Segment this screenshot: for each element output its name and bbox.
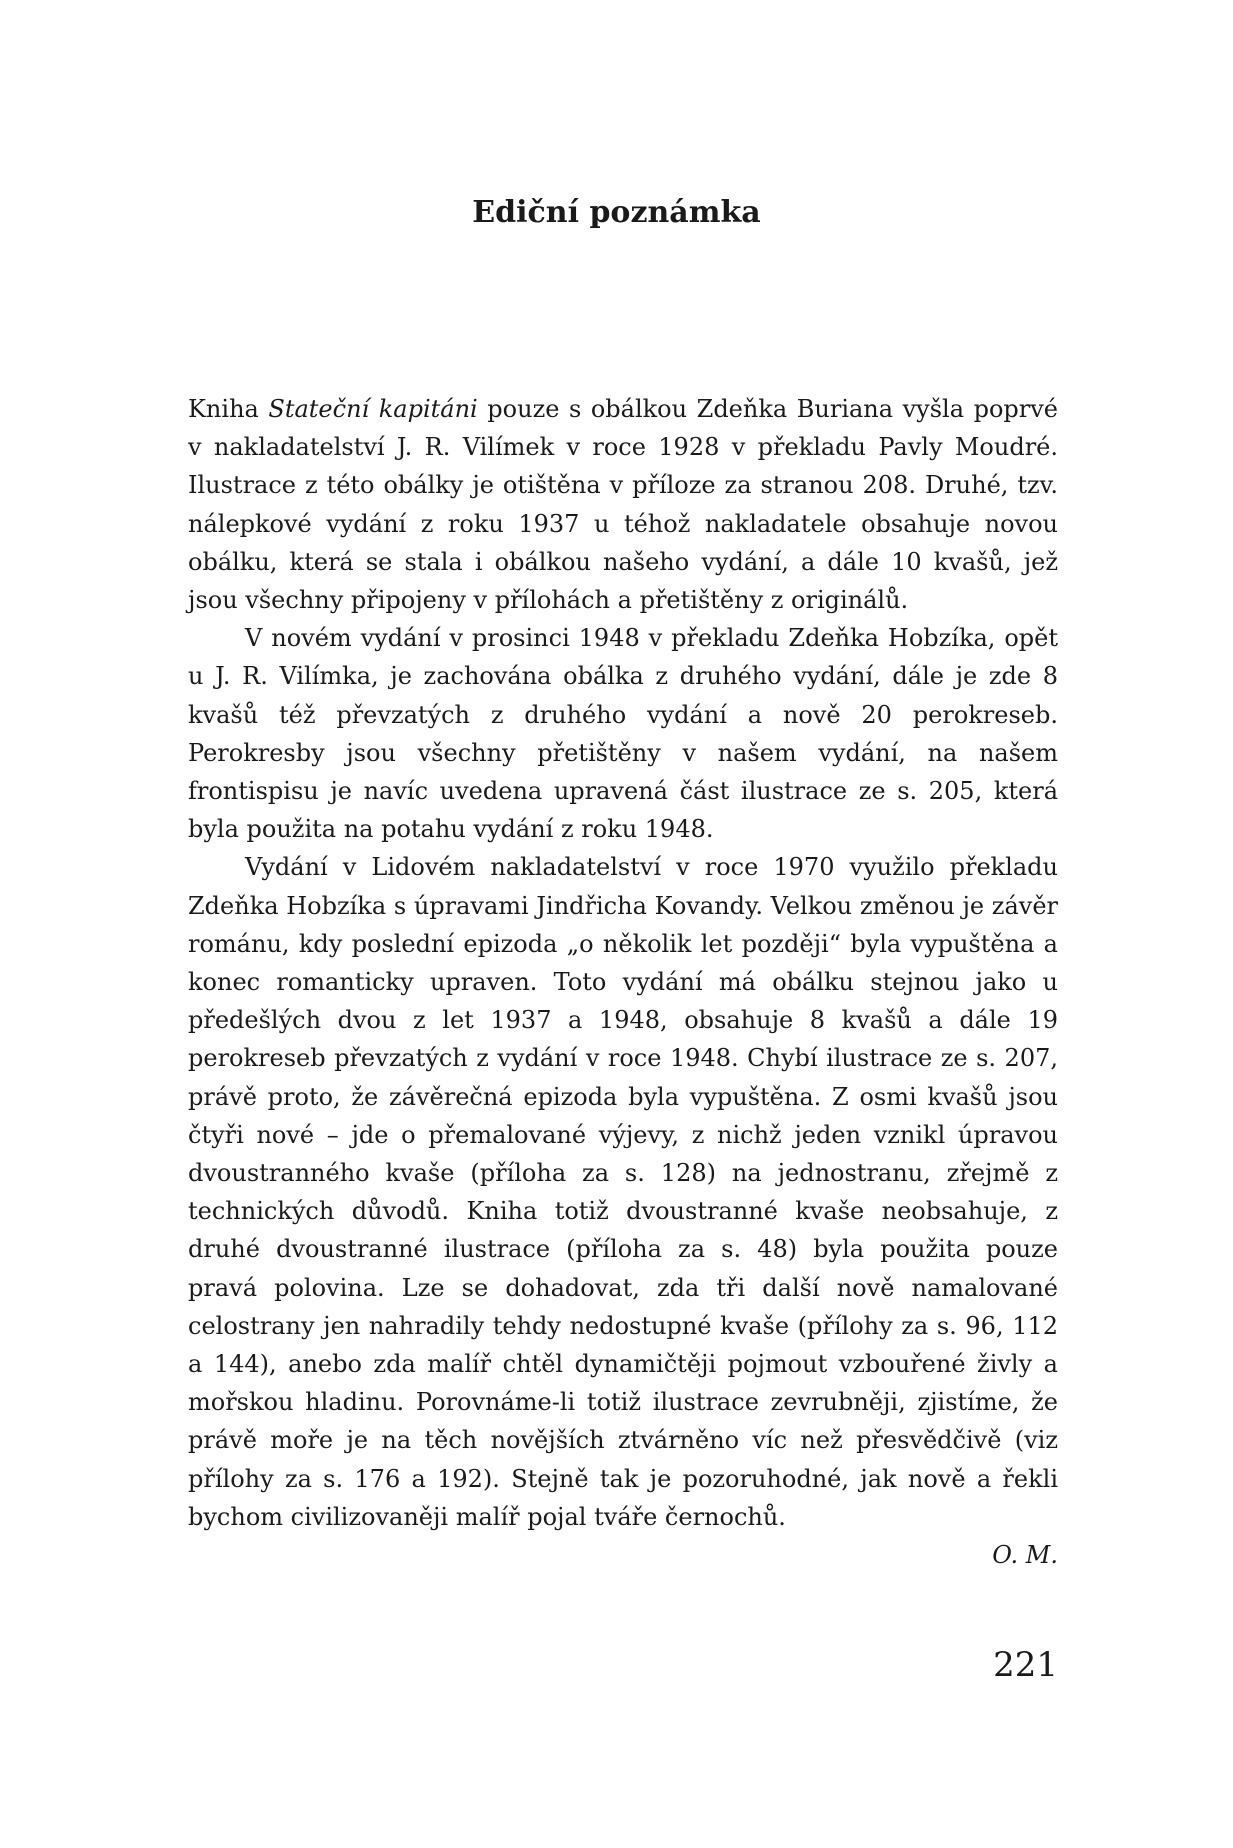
paragraph-2: V novém vydání v prosinci 1948 v překladu Zdeňka Hobzíka, opět u J. R. Vilímka, je zachována obálka z druhého vydání, dále je zde 8 kvašů též převzatých z druhého vydání a nově 20 perokreseb. Perokresby jsou všechny přetištěny v našem vydání, na našem frontispisu je navíc uvedena upravená část ilustrace ze s. 205, která byla použita na potahu vydání z roku 1948. (188, 624, 1058, 844)
paragraph-3: Vydání v Lidovém nakladatelství v roce 1970 využilo překladu Zdeňka Hobzíka s úpravami Jindřicha Kovandy. Velkou změnou je závěr románu, kdy poslední epizoda „o několik let později“ byla vypuštěna a konec romanticky upraven. Toto vydání má obálku stejnou jako u předešlých dvou z let 1937 a 1948, obsahuje 8 kvašů a dále 19 perokreseb převzatých z vydání v roce 1948. Chybí ilustrace ze s. 207, právě proto, že závěrečná epizoda byla vypuštěna. Z osmi kvašů jsou čtyři nové – jde o přemalované výjevy, z nichž jeden vznikl úpravou dvoustranného kvaše (příloha za s. 128) na jednostranu, zřejmě z technických důvodů. Kniha totiž dvoustranné kvaše neobsahuje, z druhé dvoustranné ilustrace (příloha za s. 48) byla použita pouze pravá polovina. Lze se dohadovat, zda tři další nově namalované celostrany jen nahradily tehdy nedostupné kvaše (přílohy za s. 96, 112 a 144), anebo zda malíř chtěl dynamičtěji pojmout vzbouřené živly a mořskou hladinu. Porovnáme-li totiž ilustrace zevrubněji, zjistíme, že právě moře je na těch novějších ztvárněno víc než přesvědčivě (viz přílohy za s. 176 a 192). Stejně tak je pozoruhodné, jak nově a řekli bychom civilizovaněji malíř pojal tváře černochů. (188, 853, 1058, 1531)
signature: O. M. (992, 1541, 1058, 1570)
body-text (188, 390, 1058, 1574)
page-number: 221 (993, 1645, 1058, 1685)
page-title: Ediční poznámka (472, 195, 761, 230)
paragraph-1 (188, 390, 1058, 619)
book-title: Stateční kapitáni (268, 395, 478, 423)
paragraph-1-lead: Kniha (188, 395, 269, 423)
paragraph-1-rest: pouze s obálkou Zdeňka Buriana vyšla poprvé v nakladatelství J. R. Vilímek v roce 1928 v překladu Pavly Moudré. Ilustrace z této obálky je otištěna v příloze za stranou 208. Druhé, tzv. nálepkové vydání z roku 1937 u téhož nakladatele obsahuje novou obálku, která se stala i obálkou našeho vydání, a dále 10 kvašů, jež jsou všechny připojeny v přílohách a přetištěny z originálů. (188, 395, 1059, 615)
